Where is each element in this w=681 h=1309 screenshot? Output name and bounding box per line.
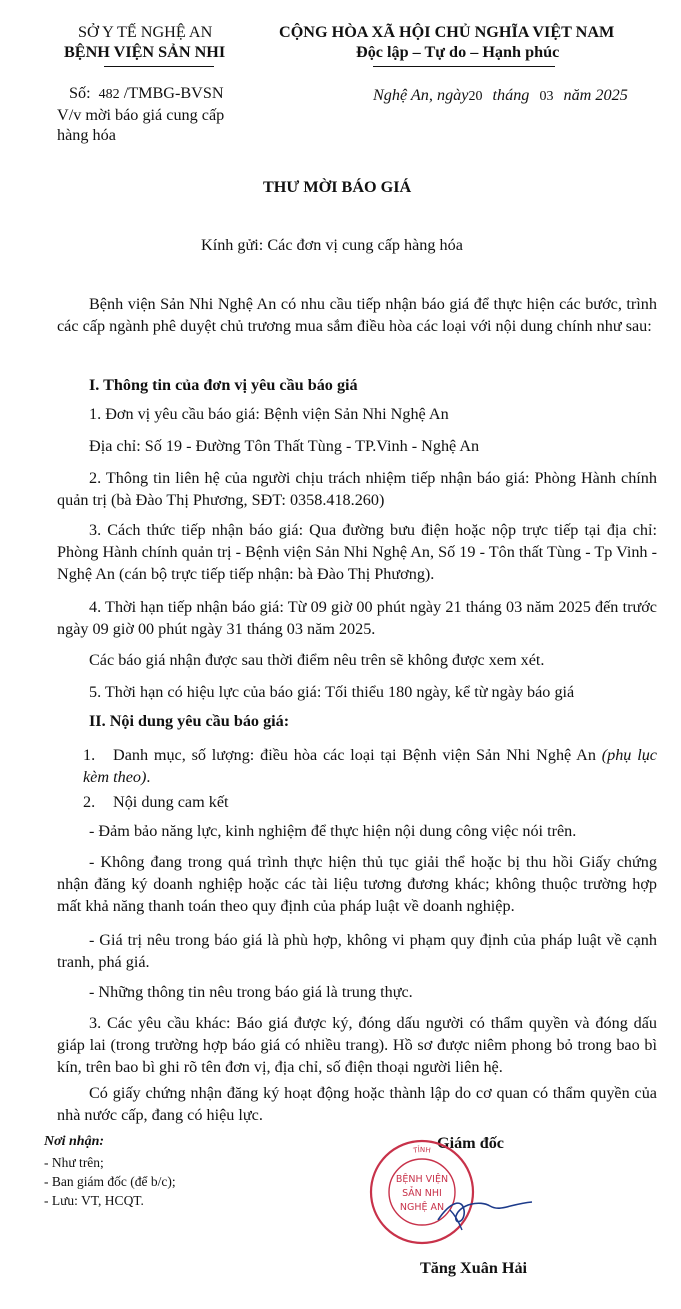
late-submission-note: Các báo giá nhận được sau thời điểm nêu trên sẽ không được xem xét. xyxy=(89,651,545,669)
hospital-name: BỆNH VIỆN SẢN NHI xyxy=(64,43,226,61)
section-2-item-2-text: Nội dung cam kết xyxy=(113,793,229,811)
section-2-item-2 xyxy=(83,793,229,812)
handwritten-signature xyxy=(420,1180,540,1240)
commitment-1: - Đảm bảo năng lực, kinh nghiệm để thực hiện nội dung công việc nói trên. xyxy=(89,822,577,840)
date-day: 20 xyxy=(468,89,483,104)
ministry-name: SỞ Y TẾ NGHỆ AN xyxy=(78,23,213,41)
subject-line-2: hàng hóa xyxy=(57,126,116,144)
section-2-item-1-number: 1. xyxy=(83,746,96,764)
commitment-3: - Giá trị nêu trong báo giá là phù hợp, không vi phạm quy định của pháp luật về cạnh tranh, phá giá. xyxy=(57,931,657,971)
ref-code: /TMBG-BVSN xyxy=(123,84,224,102)
seal-line-2: SẢN NHI xyxy=(402,1188,442,1199)
header-right-underline xyxy=(373,66,555,67)
certificate-requirement: Có giấy chứng nhận đăng ký hoạt động hoặc thành lập do cơ quan có thẩm quyền của nhà nước cấp, đang có hiệu lực. xyxy=(57,1084,657,1124)
recipients-line-3: - Lưu: VT, HCQT. xyxy=(44,1193,144,1208)
section-1-item-4: 4. Thời hạn tiếp nhận báo giá: Từ 09 giờ 00 phút ngày 21 tháng 03 năm 2025 đến trước ngày 09 giờ 00 phút ngày 31 tháng 03 năm 2025. xyxy=(57,598,657,638)
commitment-2: - Không đang trong quá trình thực hiện thủ tục giải thể hoặc bị thu hồi Giấy chứng nhận đăng ký doanh nghiệp hoặc các tài liệu tương đương khác; không thuộc trường hợp mất khả năng thanh toán theo quy định của pháp luật về doanh nghiệp. xyxy=(57,853,657,915)
section-2-item-2-number: 2. xyxy=(83,793,96,811)
ref-label: Số: xyxy=(69,84,91,102)
section-2-item-1-appendix: (phụ lục kèm theo) xyxy=(83,746,657,786)
section-1-item-1: 1. Đơn vị yêu cầu báo giá: Bệnh viện Sản Nhi Nghệ An xyxy=(89,405,449,423)
recipients-line-2: - Ban giám đốc (để b/c); xyxy=(44,1174,176,1189)
date-line xyxy=(373,86,628,105)
section-1-item-5: 5. Thời hạn có hiệu lực của báo giá: Tối thiểu 180 ngày, kể từ ngày báo giá xyxy=(89,683,575,701)
recipient-line: Kính gửi: Các đơn vị cung cấp hàng hóa xyxy=(201,236,463,254)
section-1-item-3: 3. Cách thức tiếp nhận báo giá: Qua đường bưu điện hoặc nộp trực tiếp tại địa chỉ: Phòng Hành chính quản trị - Bệnh viện Sản Nhi Nghệ An, Số 19 - Tôn thất Tùng - Tp Vinh - Nghệ An (cán bộ trực tiếp tiếp nhận: bà Đào Thị Phương). xyxy=(57,521,657,583)
header-left-underline xyxy=(104,66,214,67)
signer-role: Giám đốc xyxy=(437,1134,504,1152)
signer-name: Tăng Xuân Hải xyxy=(420,1259,528,1277)
section-2-item-1-end: . xyxy=(146,768,151,786)
reference-number xyxy=(69,84,224,103)
section-1-address: Địa chỉ: Số 19 - Đường Tôn Thất Tùng - TP.Vinh - Nghệ An xyxy=(89,437,480,455)
seal-arc-text xyxy=(412,1145,432,1155)
intro-paragraph: Bệnh viện Sản Nhi Nghệ An có nhu cầu tiếp nhận báo giá để thực hiện các bước, trình các cấp ngành phê duyệt chủ trương mua sắm điều hòa các loại với nội dung chính như sau: xyxy=(57,295,657,335)
commitment-4: - Những thông tin nêu trong báo giá là trung thực. xyxy=(89,983,413,1001)
recipients-heading: Nơi nhận: xyxy=(44,1134,105,1149)
date-month-label: tháng xyxy=(492,86,530,104)
section-2-item-1-text: Danh mục, số lượng: điều hòa các loại tại Bệnh viện Sản Nhi Nghệ An xyxy=(113,746,602,764)
national-motto: Độc lập – Tự do – Hạnh phúc xyxy=(356,43,560,61)
section-2-item-3: 3. Các yêu cầu khác: Báo giá được ký, đóng dấu người có thẩm quyền và đóng dấu giáp lai (trong trường hợp báo giá có nhiều trang). Hồ sơ được niêm phong bỏ trong bao bì kín, trên bao bì ghi rõ tên đơn vị, địa chỉ, số điện thoại người liên hệ. xyxy=(57,1014,657,1076)
seal-line-1: BỆNH VIỆN xyxy=(395,1174,449,1185)
seal-line-3: NGHỆ AN xyxy=(399,1202,445,1213)
section-1-heading: I. Thông tin của đơn vị yêu cầu báo giá xyxy=(89,376,358,394)
ref-number: 482 xyxy=(98,87,120,102)
recipients-line-1: - Như trên; xyxy=(44,1155,104,1170)
date-place: Nghệ An, ngày xyxy=(373,86,469,104)
section-2-heading: II. Nội dung yêu cầu báo giá: xyxy=(89,712,290,730)
document-title: THƯ MỜI BÁO GIÁ xyxy=(263,178,412,196)
section-2-item-1 xyxy=(57,744,657,788)
date-month: 03 xyxy=(539,89,554,104)
seal-arc-top: TỈNH xyxy=(412,1145,432,1155)
date-year: năm 2025 xyxy=(563,86,628,104)
subject-line-1: V/v mời báo giá cung cấp xyxy=(57,106,225,124)
country-name: CỘNG HÒA XÃ HỘI CHỦ NGHĨA VIỆT NAM xyxy=(279,23,615,41)
section-1-item-2: 2. Thông tin liên hệ của người chịu trách nhiệm tiếp nhận báo giá: Phòng Hành chính quản trị (bà Đào Thị Phương, SĐT: 0358.418.260) xyxy=(57,469,657,509)
